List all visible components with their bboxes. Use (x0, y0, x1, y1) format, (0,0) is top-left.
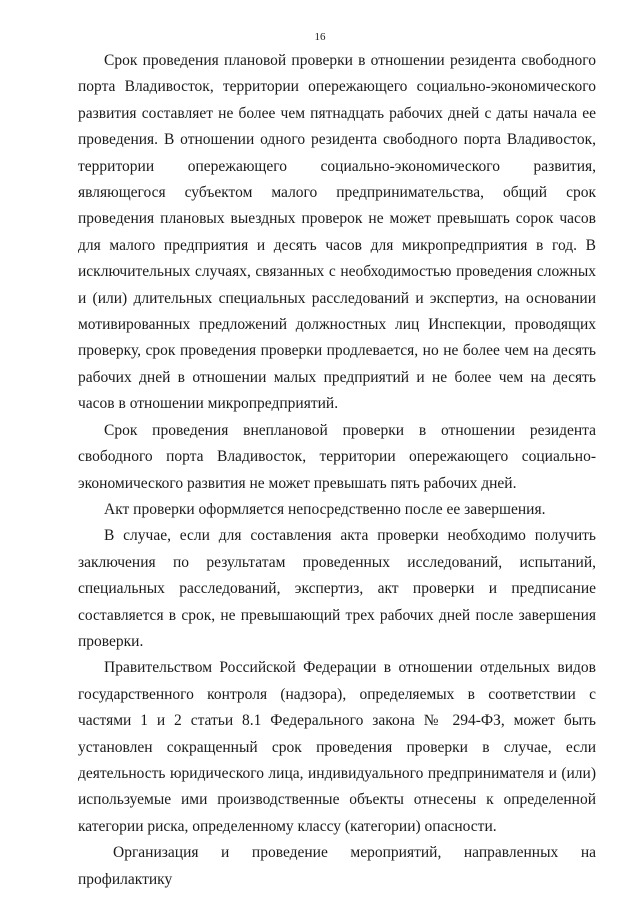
document-body (78, 48, 596, 893)
paragraph-prevention-measures: Организация и проведение мероприятий, направленных на профилактику (78, 844, 596, 888)
paragraph-inspection-act: Акт проверки оформляется непосредственно после ее завершения. (104, 500, 546, 518)
paragraph-planned-inspection-term: Срок проведения плановой проверки в отношении резидента свободного порта Владивосток, территории опережающего социально-экономического развития составляет не более чем пятнадцать рабочих дней с даты начала ее проведения. В отношении одного резидента свободного порта Владивосток, территории опережающего социально-экономического развития, являющегося субъектом малого предпринимательства, общий срок проведения плановых выездных проверок не может превышать сорок часов для малого предприятия и десять часов для микропредприятия в год. В исключительных случаях, связанных с необходимостью проведения сложных и (или) длительных специальных расследований и экспертиз, на основании мотивированных предложений должностных лиц Инспекции, проводящих проверку, срок проведения проверки продлевается, но не более чем на десять рабочих дней в отношении малых предприятий и не более чем на десять часов в отношении микропредприятий. (78, 52, 596, 413)
paragraph-government-reduced-term: Правительством Российской Федерации в отношении отдельных видов государственного контроля (надзора), определяемых в соответствии с частями 1 и 2 статьи 8.1 Федерального закона № 294-ФЗ, может быть установлен сокращенный срок проведения проверки в случае, если деятельность юридического лица, индивидуального предпринимателя и (или) используемые ими производственные объекты отнесены к определенной категории риска, определенному классу (категории) опасности. (78, 659, 596, 835)
paragraph-act-deadline: В случае, если для составления акта проверки необходимо получить заключения по результатам проведенных исследований, испытаний, специальных расследований, экспертиз, акт проверки и предписание составляется в срок, не превышающий трех рабочих дней после завершения проверки. (78, 527, 596, 650)
page-number: 16 (314, 31, 326, 43)
paragraph-unscheduled-inspection-term: Срок проведения внеплановой проверки в отношении резидента свободного порта Владивосток, территории опережающего социально-экономического развития не может превышать пять рабочих дней. (78, 421, 596, 492)
